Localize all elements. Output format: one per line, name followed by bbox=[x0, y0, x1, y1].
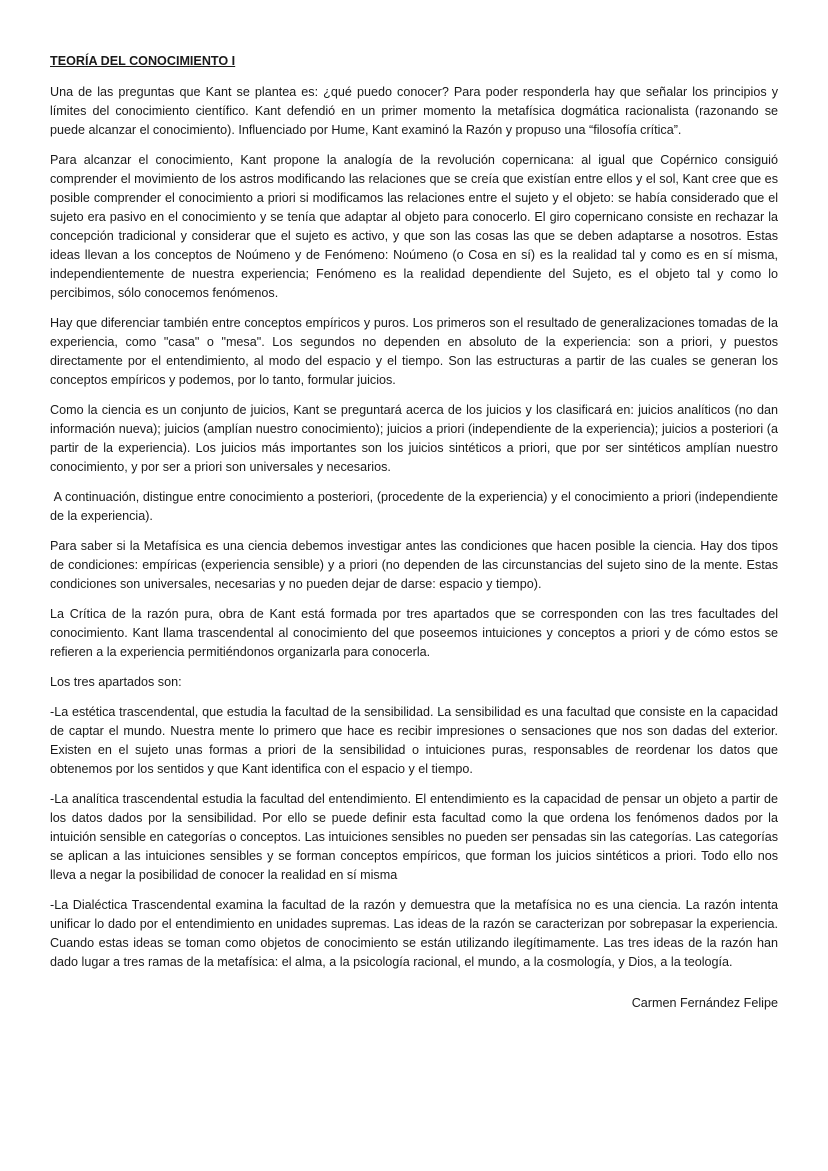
paragraph-knowledge-types: A continuación, distingue entre conocimiento a posteriori, (procedente de la experiencia) y el conocimiento a priori (independiente de la experiencia). bbox=[50, 490, 782, 523]
paragraph-analytic: -La analítica trascendental estudia la facultad del entendimiento. El entendimiento es la capacidad de pensar un objeto a partir de los datos dados por la sensibilidad. Por ello se puede definir esta facultad como la que ordena los fenómenos dados por la intuición sensible en categorías o conceptos. Las intuiciones sensibles no pueden ser pensadas sin las categorías. Las categorías se aplican a las intuiciones sensibles y se forman conceptos empíricos, que forman los juicios sintéticos a priori. Todo ello nos lleva a negar la posibilidad de conocer la realidad en sí misma bbox=[50, 792, 778, 882]
paragraph-critique: La Crítica de la razón pura, obra de Kant está formada por tres apartados que se corresponden con las tres facultades del conocimiento. Kant llama trascendental al conocimiento del que poseemos intuiciones y conceptos a priori y de cómo estos se refieren a la experiencia permitiéndonos organizarla para conocerla. bbox=[50, 607, 778, 659]
paragraph-intro: Una de las preguntas que Kant se plantea es: ¿qué puedo conocer? Para poder responderla hay que señalar los principios y límites del conocimiento científico. Kant defendió en un primer momento la metafísica dogmática racionalista (razonando se puede alcanzar el conocimiento). Influenciado por Hume, Kant examinó la Razón y propuso una “filosofía crítica”. bbox=[50, 85, 778, 137]
paragraph-concepts: Hay que diferenciar también entre conceptos empíricos y puros. Los primeros son el resultado de generalizaciones tomadas de la experiencia, como "casa" o "mesa". Los segundos no dependen en absoluto de la experiencia: son a priori, y puestos directamente por el entendimiento, al modo del espacio y el tiempo. Son las estructuras a partir de las cuales se generan los conceptos empíricos y podemos, por lo tanto, formular juicios. bbox=[50, 316, 778, 387]
paragraph-copernican-revolution: Para alcanzar el conocimiento, Kant propone la analogía de la revolución copernicana: al igual que Copérnico consiguió comprender el movimiento de los astros modificando las relaciones que se creía que existían entre ellos y el sol, Kant cree que es posible comprender el conocimiento a priori si modificamos las relaciones entre el sujeto y el objeto: se había considerado que el sujeto era pasivo en el conocimiento y se tenía que adaptar al objeto para conocerlo. El giro copernicano consiste en rechazar la concepción tradicional y considerar que el sujeto es activo, y que son las cosas las que se deben adaptarse a nosotros. Estas ideas llevan a los conceptos de Noúmeno y de Fenómeno: Noúmeno (o Cosa en sí) es la realidad tal y como es en sí misma, independientemente de nuestra experiencia; Fenómeno es la realidad dependiente del Sujeto, es el objeto tal y como lo percibimos, sólo conocemos fenómenos. bbox=[50, 153, 778, 300]
paragraph-judgments: Como la ciencia es un conjunto de juicios, Kant se preguntará acerca de los juicios y los clasificará en: juicios analíticos (no dan información nueva); juicios (amplían nuestro conocimiento); juicios a priori (independiente de la experiencia); juicios a posteriori (a partir de la experiencia). Los juicios más importantes son los juicios sintéticos a priori, que por ser sintéticos amplían nuestro conocimiento, y por ser a priori son universales y necesarios. bbox=[50, 403, 778, 474]
paragraph-sections-intro: Los tres apartados son: bbox=[50, 675, 182, 689]
paragraph-aesthetic: -La estética trascendental, que estudia la facultad de la sensibilidad. La sensibilidad es una facultad que consiste en la capacidad de captar el mundo. Nuestra mente lo primero que hace es recibir impresiones o sensaciones que nos son dadas del exterior. Existen en el sujeto unas formas a priori de la sensibilidad o intuiciones puras, responsables de reordenar los datos que obtenemos por los sentidos y que Kant identifica con el espacio y el tiempo. bbox=[50, 705, 778, 776]
author-signature: Carmen Fernández Felipe bbox=[631, 996, 778, 1010]
document-title: TEORÍA DEL CONOCIMIENTO I bbox=[50, 54, 236, 68]
paragraph-conditions: Para saber si la Metafísica es una ciencia debemos investigar antes las condiciones que hacen posible la ciencia. Hay dos tipos de condiciones: empíricas (experiencia sensible) y a priori (no dependen de las circunstancias del sujeto sino de la mente. Estas condiciones son universales, necesarias y no pueden dejar de darse: espacio y tiempo). bbox=[50, 539, 778, 591]
paragraph-dialectic: -La Dialéctica Trascendental examina la facultad de la razón y demuestra que la metafísica no es una ciencia. La razón intenta unificar lo dado por el entendimiento en unidades supremas. Las ideas de la razón se caracterizan por sobrepasar la experiencia. Cuando estas ideas se toman como objetos de conocimiento se están utilizando ilegítimamente. Las tres ideas de la razón han dado lugar a tres ramas de la metafísica: el alma, a la psicología racional, el mundo, a la cosmología, y Dios, a la teología. bbox=[50, 898, 778, 969]
